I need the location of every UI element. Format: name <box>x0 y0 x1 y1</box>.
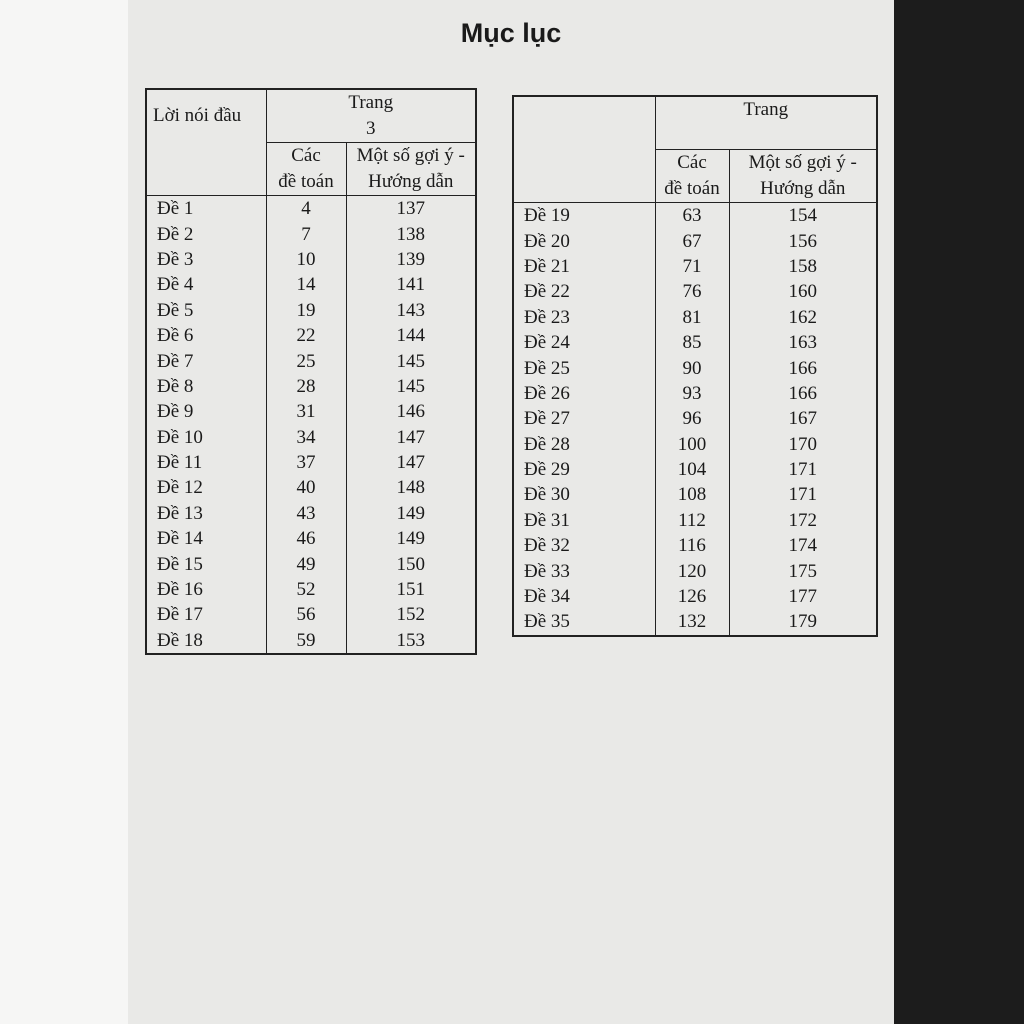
exam-page: 81 <box>655 305 729 330</box>
guide-page: 171 <box>729 457 877 482</box>
table-row <box>146 272 476 297</box>
exam-name: Đề 22 <box>513 279 655 304</box>
exam-name: Đề 16 <box>146 577 266 602</box>
guide-page: 151 <box>346 577 476 602</box>
exam-page: 100 <box>655 432 729 457</box>
table-row <box>146 348 476 373</box>
table-row <box>146 298 476 323</box>
exam-page: 90 <box>655 355 729 380</box>
exam-name: Đề 18 <box>146 628 266 654</box>
toc-table-left <box>145 88 477 655</box>
guide-page: 177 <box>729 584 877 609</box>
guide-page: 162 <box>729 305 877 330</box>
table-row <box>513 203 877 229</box>
exam-name: Đề 30 <box>513 482 655 507</box>
guide-page: 170 <box>729 432 877 457</box>
exam-name: Đề 6 <box>146 323 266 348</box>
table-row <box>146 221 476 246</box>
exam-name: Đề 8 <box>146 374 266 399</box>
table-row <box>146 602 476 627</box>
exam-page: 112 <box>655 508 729 533</box>
table-row <box>513 533 877 558</box>
guide-page: 147 <box>346 450 476 475</box>
guide-page: 171 <box>729 482 877 507</box>
table-row <box>146 196 476 222</box>
page-right-shadow <box>894 0 1024 1024</box>
table-row <box>513 432 877 457</box>
header-blank <box>513 96 655 150</box>
page-title: Mục lục <box>460 18 562 48</box>
exam-name: Đề 3 <box>146 247 266 272</box>
exam-page: 126 <box>655 584 729 609</box>
exam-name: Đề 26 <box>513 381 655 406</box>
exam-page: 93 <box>655 381 729 406</box>
table-row <box>513 558 877 583</box>
exam-name: Đề 19 <box>513 203 655 229</box>
exam-page: 31 <box>266 399 346 424</box>
exam-name: Đề 17 <box>146 602 266 627</box>
table-row <box>513 279 877 304</box>
table-row <box>513 305 877 330</box>
exam-name: Đề 1 <box>146 196 266 222</box>
intro-page: 3 <box>366 118 376 139</box>
table-row <box>513 406 877 431</box>
table-row <box>146 475 476 500</box>
guide-page: 172 <box>729 508 877 533</box>
exam-name: Đề 35 <box>513 609 655 635</box>
table-row <box>513 457 877 482</box>
guide-page: 145 <box>346 348 476 373</box>
exam-page: 25 <box>266 348 346 373</box>
guide-page: 154 <box>729 203 877 229</box>
col-header-goi-y: Một số gợi ý - Hướng dẫn <box>346 143 476 196</box>
exam-name: Đề 10 <box>146 425 266 450</box>
table-row <box>513 254 877 279</box>
table-row <box>513 584 877 609</box>
exam-name: Đề 31 <box>513 508 655 533</box>
guide-page: 163 <box>729 330 877 355</box>
guide-page: 138 <box>346 221 476 246</box>
exam-page: 10 <box>266 247 346 272</box>
table-row <box>513 482 877 507</box>
guide-page: 158 <box>729 254 877 279</box>
exam-page: 104 <box>655 457 729 482</box>
exam-name: Đề 25 <box>513 355 655 380</box>
guide-page: 175 <box>729 558 877 583</box>
table-row <box>146 577 476 602</box>
exam-page: 49 <box>266 551 346 576</box>
guide-page: 145 <box>346 374 476 399</box>
table-row <box>513 609 877 635</box>
guide-page: 144 <box>346 323 476 348</box>
trang-label: Trang <box>348 92 394 113</box>
exam-name: Đề 21 <box>513 254 655 279</box>
table-row <box>513 381 877 406</box>
exam-page: 63 <box>655 203 729 229</box>
guide-page: 156 <box>729 228 877 253</box>
table-row <box>513 508 877 533</box>
page-left-margin <box>0 0 128 1024</box>
header-blank <box>513 150 655 203</box>
exam-page: 46 <box>266 526 346 551</box>
exam-page: 96 <box>655 406 729 431</box>
table-row <box>146 425 476 450</box>
intro-label: Lời nói đầu <box>146 89 266 143</box>
table-row <box>146 628 476 654</box>
col-header-goi-y: Một số gợi ý - Hướng dẫn <box>729 150 877 203</box>
exam-name: Đề 29 <box>513 457 655 482</box>
exam-name: Đề 13 <box>146 501 266 526</box>
exam-name: Đề 20 <box>513 228 655 253</box>
guide-page: 137 <box>346 196 476 222</box>
exam-page: 116 <box>655 533 729 558</box>
exam-name: Đề 5 <box>146 298 266 323</box>
exam-page: 4 <box>266 196 346 222</box>
exam-name: Đề 4 <box>146 272 266 297</box>
exam-name: Đề 15 <box>146 551 266 576</box>
col-header-de-toan: Các đề toán <box>266 143 346 196</box>
table-row <box>146 450 476 475</box>
exam-page: 52 <box>266 577 346 602</box>
table-row <box>146 551 476 576</box>
exam-name: Đề 34 <box>513 584 655 609</box>
guide-page: 141 <box>346 272 476 297</box>
exam-page: 108 <box>655 482 729 507</box>
exam-page: 120 <box>655 558 729 583</box>
table-row <box>146 526 476 551</box>
guide-page: 147 <box>346 425 476 450</box>
col-header-de-toan: Các đề toán <box>655 150 729 203</box>
trang-header <box>266 89 476 143</box>
exam-name: Đề 14 <box>146 526 266 551</box>
exam-page: 22 <box>266 323 346 348</box>
guide-page: 167 <box>729 406 877 431</box>
exam-name: Đề 32 <box>513 533 655 558</box>
exam-page: 40 <box>266 475 346 500</box>
guide-page: 149 <box>346 501 476 526</box>
guide-page: 160 <box>729 279 877 304</box>
exam-page: 34 <box>266 425 346 450</box>
guide-page: 166 <box>729 381 877 406</box>
guide-page: 149 <box>346 526 476 551</box>
exam-page: 85 <box>655 330 729 355</box>
header-blank <box>146 143 266 196</box>
exam-page: 14 <box>266 272 346 297</box>
exam-name: Đề 2 <box>146 221 266 246</box>
table-row <box>146 501 476 526</box>
table-row <box>146 247 476 272</box>
guide-page: 179 <box>729 609 877 635</box>
table-row <box>513 355 877 380</box>
exam-name: Đề 7 <box>146 348 266 373</box>
exam-page: 67 <box>655 228 729 253</box>
exam-name: Đề 28 <box>513 432 655 457</box>
table-row <box>146 323 476 348</box>
exam-page: 43 <box>266 501 346 526</box>
table-row <box>146 374 476 399</box>
guide-page: 174 <box>729 533 877 558</box>
trang-header <box>655 96 877 150</box>
table-row <box>513 228 877 253</box>
exam-page: 7 <box>266 221 346 246</box>
guide-page: 152 <box>346 602 476 627</box>
trang-label: Trang <box>743 99 789 120</box>
exam-name: Đề 24 <box>513 330 655 355</box>
exam-page: 19 <box>266 298 346 323</box>
guide-page: 150 <box>346 551 476 576</box>
exam-name: Đề 9 <box>146 399 266 424</box>
table-row <box>513 330 877 355</box>
exam-page: 76 <box>655 279 729 304</box>
guide-page: 153 <box>346 628 476 654</box>
exam-name: Đề 27 <box>513 406 655 431</box>
table-row <box>146 399 476 424</box>
exam-name: Đề 12 <box>146 475 266 500</box>
exam-name: Đề 11 <box>146 450 266 475</box>
guide-page: 146 <box>346 399 476 424</box>
exam-page: 28 <box>266 374 346 399</box>
exam-page: 56 <box>266 602 346 627</box>
guide-page: 166 <box>729 355 877 380</box>
guide-page: 139 <box>346 247 476 272</box>
exam-name: Đề 23 <box>513 305 655 330</box>
toc-table-right <box>512 95 878 637</box>
guide-page: 143 <box>346 298 476 323</box>
guide-page: 148 <box>346 475 476 500</box>
exam-page: 37 <box>266 450 346 475</box>
exam-page: 59 <box>266 628 346 654</box>
exam-name: Đề 33 <box>513 558 655 583</box>
exam-page: 71 <box>655 254 729 279</box>
exam-page: 132 <box>655 609 729 635</box>
